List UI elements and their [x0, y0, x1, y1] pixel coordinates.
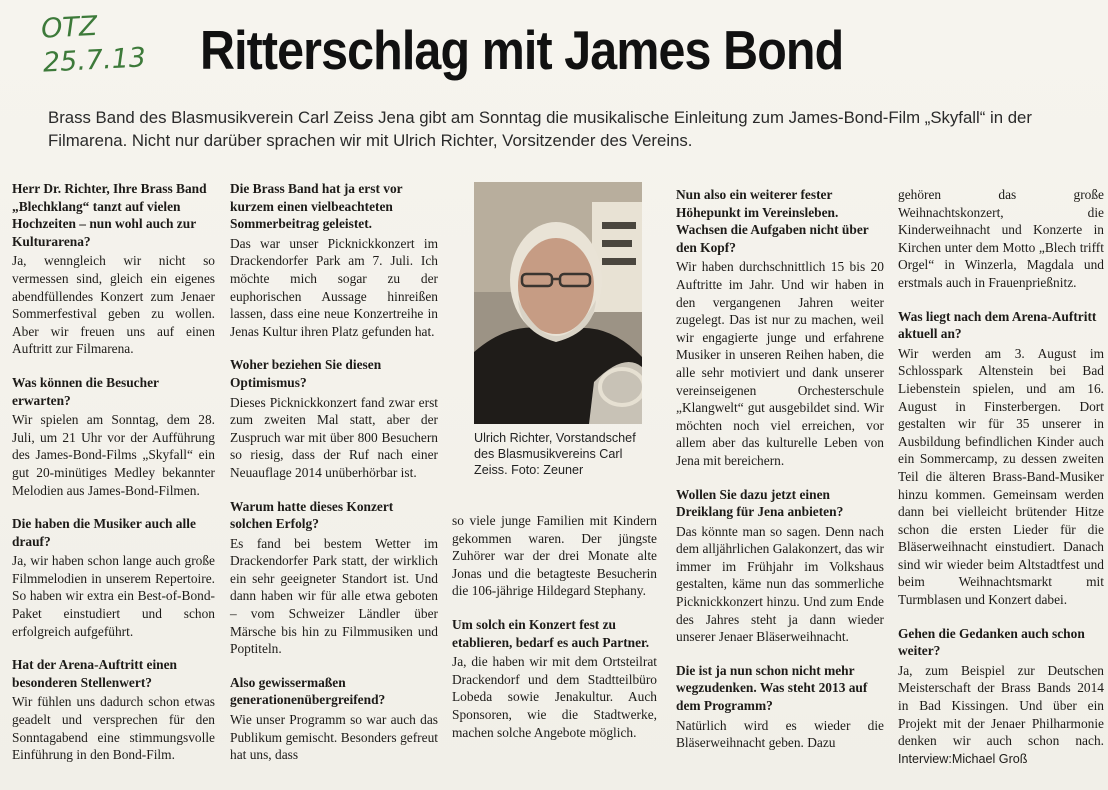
interview-answer: Wir spielen am Sonntag, dem 28. Juli, um 21 Uhr vor der Aufführung des James-Bond-Films „Skyfall“ ein gut 20-minütiges Medley bekannter Melodien aus James-Bond-Filmen.: [12, 412, 215, 498]
article-subhead: Brass Band des Blasmusikverein Carl Zeiss Jena gibt am Sonntag die musikalische Einleitung zum James-Bond-Film „Skyfall“ in der Filmarena. Nicht nur darüber sprachen wir mit Ulrich Richter, Vorsitzender des Vereins.: [48, 108, 1032, 150]
interview-question: Was liegt nach dem Arena-Auftritt aktuell an?: [898, 308, 1097, 342]
portrait-photo: [474, 182, 642, 424]
interview-question: Die Brass Band hat ja erst vor kurzem einen vielbeachteten Sommerbeitrag geleistet.: [230, 181, 403, 232]
article-column-3: [452, 512, 657, 747]
caption-text: Ulrich Richter, Vorstandschef des Blasmusikvereins Carl Zeiss.: [474, 431, 636, 477]
interview-question: Herr Dr. Richter, Ihre Brass Band „Blechklang“ tanzt auf vielen Hochzeiten – nun wohl auch zur Kulturarena?: [12, 181, 207, 249]
interview-question: Hat der Arena-Auftritt einen besonderen Stellenwert?: [12, 657, 178, 690]
interview-answer: Ja, wir haben schon lange auch große Filmmelodien in unserem Repertoire. So haben wir extra ein Best-of-Bond-Paket einstudiert und schon erfolgreich aufgeführt.: [12, 553, 215, 639]
interview-answer: Wir werden am 3. August im Schlosspark Altenstein bei Bad Liebenstein spielen, und am 16. August in Finsterbergen. Dort gestalten wir für 35 unserer in Ausbildung befindlichen Kinder auch ein Sommercamp, zu dessen zweiten Teil die älteren Brass-Band-Musiker hinzu kommen. Gemeinsam werden dann bei vielleicht brütender Hitze schon die ersten Lieder für die Bläserweihnacht einstudiert. Danach sind wir wieder beim Altstadtfest und beim Weihnachtsmarkt mit Turmblasen und Konzert dabei.: [898, 345, 1104, 608]
interview-question: Um solch ein Konzert fest zu etablieren, bedarf es auch Partner.: [452, 616, 650, 650]
interview-answer: Es fand bei bestem Wetter im Drackendorfer Park statt, der wirklich ein sehr geeigneter Standort ist. Und dann haben wir für alle etwa geboten – vom Schweizer Ländler über Märsche bis hin zu Filmmusiken und Poptiteln.: [230, 535, 438, 657]
interview-question: Die haben die Musiker auch alle drauf?: [12, 516, 196, 549]
article-headline: Ritterschlag mit James Bond: [200, 19, 844, 81]
interview-question: Also gewissermaßen generationenübergreifend?: [230, 674, 386, 708]
interview-answer: Wie unser Programm so war auch das Publikum gemischt. Besonders gefreut hat uns, dass: [230, 712, 438, 763]
article-column-5: [898, 186, 1104, 774]
interview-answer: so viele junge Familien mit Kindern gekommen waren. Der jüngste Zuhörer war der drei Monate alte Jonas und die betagteste Besucherin die 106-jährige Hildegard Stephany.: [452, 513, 657, 599]
interview-question: Gehen die Gedanken auch schon weiter?: [898, 625, 1085, 659]
interview-answer: Wir fühlen uns dadurch schon etwas geadelt und versprechen für den Sonntagabend eine stimmungsvolle Einführung in den Bond-Film.: [12, 694, 215, 763]
interview-answer: gehören das große Weihnachtskonzert, die Kinderweihnacht und Konzerte in Kirchen unter dem Motto „Blech trifft Orgel“ in Winzerla, Magdala und erstmals auch in Frauenprießnitz.: [898, 187, 1104, 290]
interview-question: Was können die Besucher erwarten?: [12, 374, 159, 408]
interview-answer: Dieses Picknickkonzert fand zwar erst zum zweiten Mal statt, aber der Zuspruch war mit über 800 Besuchern so riesig, dass der Ruf nach einer Neuauflage 2014 unüberhörbar ist.: [230, 394, 438, 480]
interview-question: Nun also ein weiterer fester Höhepunkt im Vereinsleben. Wachsen die Aufgaben nicht über den Kopf?: [676, 187, 869, 255]
interview-answer: Natürlich wird es wieder die Bläserweihnacht geben. Dazu: [676, 717, 884, 751]
stamp-source: OTZ: [40, 10, 99, 45]
interview-answer: Ja, wenngleich wir nicht so vermessen sind, gleich ein eigenes abendfüllendes Konzert zum Jenaer Sommerfestival geben zu wollen. Aber wir freuen uns auf einen Auftritt zur Filmarena.: [12, 253, 215, 357]
photo-credit: Foto: Zeuner: [511, 463, 584, 477]
interview-answer: [898, 662, 1104, 769]
interview-answer: Das könnte man so sagen. Denn nach dem alljährlichen Galakonzert, das wir immer im Frühjahr im Volkshaus gestalten, käme nun das sommerliche Picknickkonzert hinzu. Und zum Ende des Jahres steht ja dann wieder unserer Jenaer Bläserweihnacht.: [676, 523, 884, 645]
answer-text: Ja, zum Beispiel zur Deutschen Meisterschaft der Brass Bands 2014 in Bad Kissingen. Und über ein Projekt mit der Jenaer Philharmonie denken wir auch schon nach.: [898, 662, 1104, 749]
interview-answer: Das war unser Picknickkonzert im Drackendorfer Park am 7. Juli. Ich möchte mich sogar zu der euphorischen Aussage hinreißen lassen, dass eine neue Konzertreihe in Jenas Kultur ihren Platz gefunden hat.: [230, 235, 438, 339]
photo-caption: [474, 430, 644, 478]
stamp-date: 25.7.13: [42, 42, 147, 79]
interview-question: Die ist ja nun schon nicht mehr wegzudenken. Was steht 2013 auf dem Programm?: [676, 662, 868, 714]
interview-question: Wollen Sie dazu jetzt einen Dreiklang für Jena anbieten?: [676, 486, 844, 520]
interview-answer: Wir haben durchschnittlich 15 bis 20 Auftritte im Jahr. Und wir haben in den vergangenen Jahren weiter zugelegt. Das ist nur zu machen, weil wir engagierte junge und erfahrene Musiker in unseren Reihen haben, die alle sehr motiviert und dank unserer vereinseigenen Orchesterschule „Klangwelt“ gut ausgebildet sind. Wir möchten noch viel erreichen, vor allem aber das kulturelle Leben von Jena mit bereichern.: [676, 259, 884, 468]
interview-answer: Ja, die haben wir mit dem Ortsteilrat Drackendorf und dem Stadtteilbüro Lobeda sowie Jenakultur. Auch Sponsoren, wie die Stadtwerke, machen solche Angebote möglich.: [452, 654, 657, 740]
interview-question: Woher beziehen Sie diesen Optimismus?: [230, 357, 382, 390]
portrait-illustration: [474, 182, 642, 424]
article-column-4: [676, 186, 884, 758]
interview-question: Warum hatte dieses Konzert solchen Erfolg?: [230, 498, 394, 532]
interview-byline: Interview:Michael Groß: [898, 751, 1028, 766]
article-column-1: [12, 180, 215, 770]
article-column-2: [230, 180, 438, 770]
handwritten-source-stamp: [40, 7, 146, 80]
